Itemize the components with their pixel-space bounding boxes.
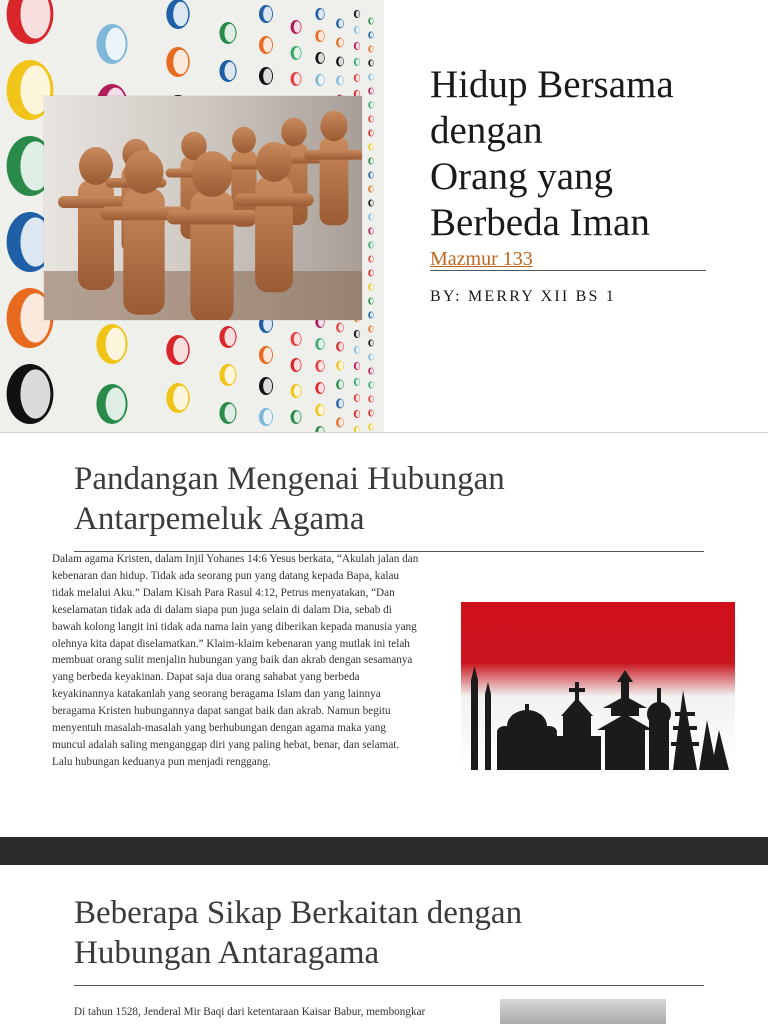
- wall-hole: [368, 396, 373, 403]
- wall-hole: [336, 38, 344, 48]
- slide-title: [74, 459, 714, 539]
- title-line: Pandangan Mengenai Hubungan: [74, 461, 505, 497]
- wall-hole: [96, 384, 127, 424]
- title-slide: [0, 0, 768, 432]
- wall-hole: [368, 144, 373, 151]
- author-byline: BY: MERRY XII BS 1: [430, 288, 617, 305]
- wall-hole: [368, 340, 373, 347]
- title-divider: [430, 270, 706, 271]
- wall-hole: [368, 60, 373, 67]
- wall-hole: [354, 10, 360, 18]
- wall-hole: [368, 284, 373, 291]
- wall-hole: [336, 380, 344, 390]
- wall-hole: [166, 47, 189, 77]
- clay-figures-photo: [44, 96, 362, 320]
- title-line: Hubungan Antaragama: [74, 935, 380, 971]
- wall-hole: [315, 30, 324, 42]
- wall-hole: [368, 200, 373, 207]
- wall-hole: [368, 242, 373, 249]
- wall-hole: [219, 22, 236, 44]
- wall-hole: [96, 24, 127, 64]
- wall-hole: [291, 46, 302, 60]
- wall-hole: [315, 382, 324, 394]
- scripture-reference-link[interactable]: Mazmur 133: [430, 248, 533, 270]
- grayscale-photo: [500, 999, 666, 1024]
- wall-hole: [368, 18, 373, 25]
- wall-hole: [368, 116, 373, 123]
- wall-hole: [315, 404, 324, 416]
- wall-hole: [166, 383, 189, 413]
- wall-hole: [336, 323, 344, 333]
- wall-hole: [259, 36, 273, 54]
- wall-hole: [291, 384, 302, 398]
- wall-hole: [336, 76, 344, 86]
- wall-hole: [354, 378, 360, 386]
- body-paragraph: Dalam agama Kristen, dalam Injil Yohanes 14:6 Yesus berkata, “Akulah jalan dan kebenaran dan hidup. Tidak ada seorang pun yang datang kepada Bapa, kalau tidak melalui Aku.” Dalam Kisah Para Rasul 4:12, Petrus menyatakan, “Dan keselamatan tidak ada di dalam siapa pun juga selain di dalam Dia, sebab di bawah kolong langit ini tidak ada nama lain yang diberikan kepada manusia yang olehnya kita dapat diselamatkan.” Klaim-klaim kebenaran yang mutlak ini telah membuat orang sulit menjalin hubungan yang baik dan akrab dengan sesamanya yang berbeda keyakinan. Dapat saja dua orang sahabat yang berbeda keyakinannya katakanlah yang seorang beragama Islam dan yang lainnya beragama Kristen hubungannya dapat sangat baik dan akrab. Namun begitu menyentuh masalah-masalah yang berhubungan dengan agama maka yang muncul adalah saling menganggap diri yang paling hebat, benar, dan selamat. Lalu hubungan keduanya pun menjadi renggang.: [52, 553, 419, 768]
- wall-hole: [219, 60, 236, 82]
- wall-hole: [166, 335, 189, 365]
- wall-hole: [368, 368, 373, 375]
- presentation-title: [430, 62, 750, 246]
- wall-hole: [291, 72, 302, 86]
- wall-hole: [368, 382, 373, 389]
- religious-buildings-image: [461, 602, 735, 770]
- wall-hole: [315, 360, 324, 372]
- wall-hole: [291, 332, 302, 346]
- wall-hole: [354, 362, 360, 370]
- wall-hole: [354, 26, 360, 34]
- title-line: Berbeda Iman: [430, 201, 650, 244]
- slide-title: [74, 893, 694, 973]
- title-line: Orang yang: [430, 155, 614, 198]
- wall-hole: [336, 57, 344, 67]
- worship-silhouette-graphic: [461, 602, 735, 770]
- wall-hole: [354, 394, 360, 402]
- wall-hole: [368, 88, 373, 95]
- wall-hole: [368, 354, 373, 361]
- wall-hole: [368, 424, 373, 431]
- wall-hole: [315, 74, 324, 86]
- wall-hole: [259, 346, 273, 364]
- wall-hole: [368, 214, 373, 221]
- wall-hole: [368, 74, 373, 81]
- wall-hole: [368, 228, 373, 235]
- wall-hole: [291, 358, 302, 372]
- wall-hole: [368, 102, 373, 109]
- wall-hole: [315, 338, 324, 350]
- wall-hole: [368, 298, 373, 305]
- wall-hole: [368, 172, 373, 179]
- wall-hole: [354, 74, 360, 82]
- wall-hole: [368, 312, 373, 319]
- wall-hole: [166, 0, 189, 29]
- wall-hole: [96, 324, 127, 364]
- content-slide-sikap: [0, 865, 768, 1024]
- wall-hole: [315, 52, 324, 64]
- wall-hole: [354, 42, 360, 50]
- wall-hole: [368, 32, 373, 39]
- title-line: Hidup Bersama: [430, 63, 674, 106]
- wall-hole: [368, 326, 373, 333]
- body-paragraph: Di tahun 1528, Jenderal Mir Baqi dari ketentaraan Kaisar Babur, membongkar: [74, 1006, 426, 1018]
- wall-hole: [354, 410, 360, 418]
- wall-hole: [368, 46, 373, 53]
- wall-hole: [354, 58, 360, 66]
- title-line: dengan: [430, 109, 543, 152]
- wall-hole: [368, 256, 373, 263]
- wall-hole: [291, 20, 302, 34]
- wall-hole: [291, 410, 302, 424]
- wall-hole: [219, 364, 236, 386]
- wall-hole: [219, 402, 236, 424]
- wall-hole: [368, 130, 373, 137]
- wall-hole: [354, 346, 360, 354]
- wall-hole: [336, 418, 344, 428]
- wall-hole: [315, 8, 324, 20]
- wall-hole: [259, 377, 273, 395]
- wall-hole: [368, 186, 373, 193]
- wall-hole: [368, 158, 373, 165]
- title-divider: [74, 985, 704, 986]
- title-line: Antarpemeluk Agama: [74, 501, 365, 537]
- content-slide-pandangan: [0, 433, 768, 837]
- wall-hole: [368, 270, 373, 277]
- wall-hole: [259, 5, 273, 23]
- wall-hole: [336, 342, 344, 352]
- wall-hole: [336, 399, 344, 409]
- wall-hole: [259, 408, 273, 426]
- slide-divider-band: [0, 837, 768, 865]
- wall-hole: [336, 361, 344, 371]
- wall-hole: [336, 19, 344, 29]
- wall-hole: [368, 410, 373, 417]
- wall-hole: [354, 330, 360, 338]
- wall-hole: [259, 67, 273, 85]
- clay-figures-image: [44, 96, 362, 320]
- wall-hole: [219, 326, 236, 348]
- title-line: Beberapa Sikap Berkaitan dengan: [74, 895, 523, 931]
- wall-hole: [7, 364, 54, 424]
